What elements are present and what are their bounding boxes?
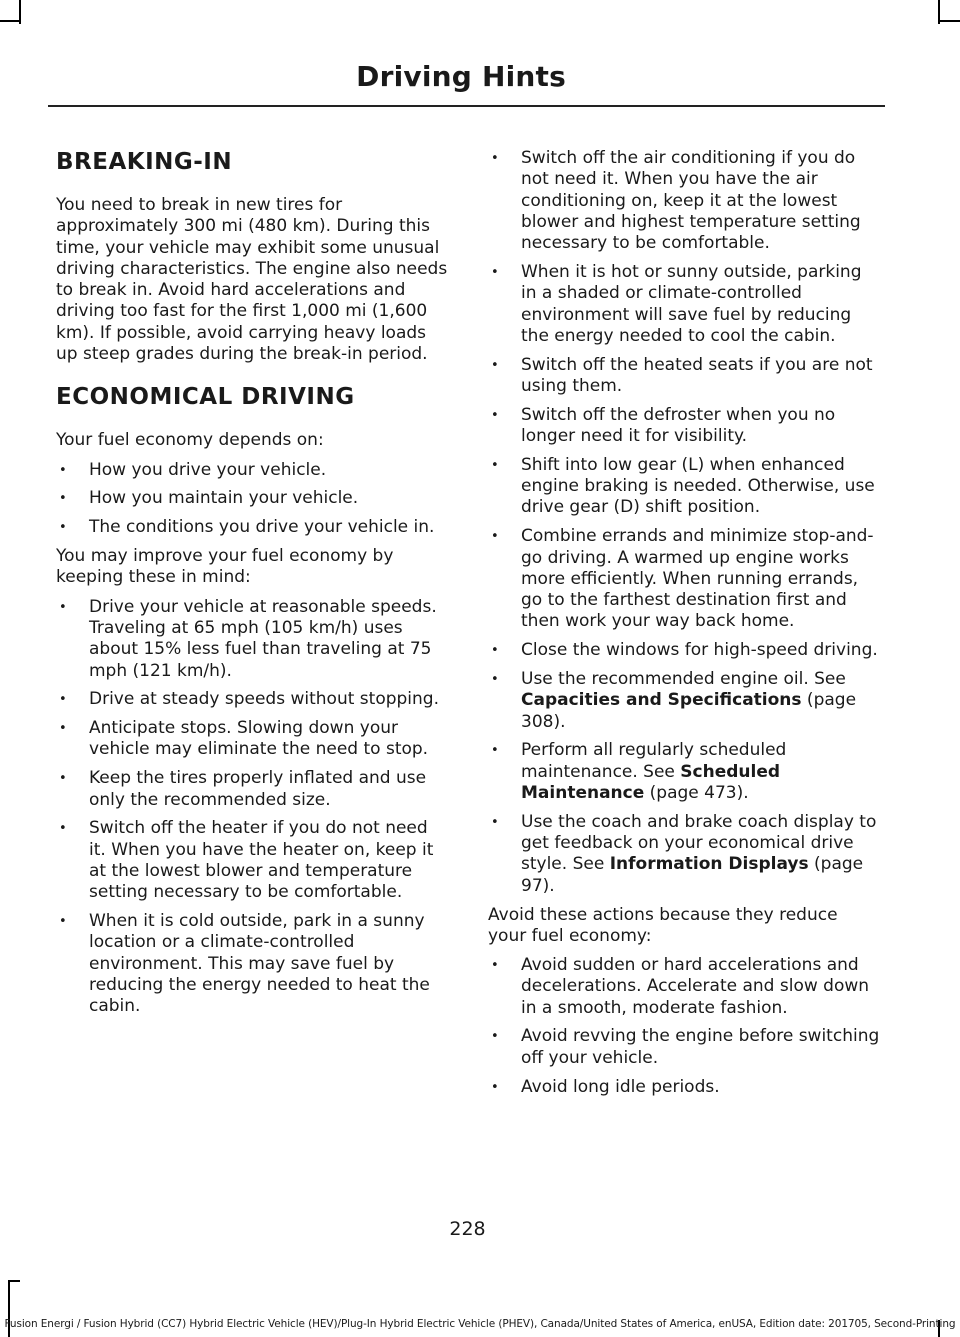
scheduled-maintenance-link[interactable]: Scheduled Maintenance bbox=[521, 761, 781, 804]
bullet-icon: • bbox=[59, 821, 67, 837]
bullet-icon: • bbox=[59, 692, 67, 708]
information-displays-link[interactable]: Information Displays bbox=[609, 854, 809, 875]
list-item: • Use the coach and brake coach display to get feedback on your economical drive style. See Information Displays (page 97). bbox=[491, 811, 877, 896]
crop-mark bbox=[938, 20, 960, 22]
list-item: • Avoid revving the engine before switching off your vehicle. bbox=[491, 1026, 880, 1068]
bullet-icon: • bbox=[491, 357, 499, 373]
page-number: 228 bbox=[449, 1218, 486, 1240]
bullet-icon: • bbox=[491, 151, 499, 166]
list-item: • Switch off the defroster when you no longer need it for visibility. bbox=[491, 404, 836, 447]
list-item: • Anticipate stops. Slowing down your vehicle may eliminate the need to stop. bbox=[59, 718, 429, 760]
bullet-icon: • bbox=[491, 1029, 499, 1045]
bullet-icon: • bbox=[59, 599, 67, 615]
list-item: • Avoid sudden or hard accelerations and decelerations. Accelerate and slow down in a smooth, moderate fashion. bbox=[491, 955, 870, 1018]
list-item: • Drive at steady speeds without stopping. bbox=[59, 689, 439, 710]
page-header-title: Driving Hints bbox=[356, 60, 566, 93]
header-divider bbox=[48, 105, 885, 107]
bullet-icon: • bbox=[59, 914, 67, 930]
economy-depends-intro: Your fuel economy depends on: bbox=[56, 430, 324, 451]
bullet-icon: • bbox=[59, 721, 67, 737]
tips-list bbox=[488, 148, 880, 897]
improve-list bbox=[56, 597, 448, 1018]
bullet-icon: • bbox=[491, 672, 499, 688]
crop-mark bbox=[8, 1280, 20, 1282]
capacities-specifications-link[interactable]: Capacities and Specifications bbox=[521, 690, 802, 711]
list-item: • How you drive your vehicle. bbox=[59, 459, 327, 480]
list-item: • When it is cold outside, park in a sunny location or a climate-controlled environment. This may save fuel by reducing the energy needed to heat the cabin. bbox=[59, 911, 430, 1017]
avoid-intro: Avoid these actions because they reduce your fuel economy: bbox=[488, 904, 838, 946]
bullet-icon: • bbox=[491, 457, 499, 473]
list-item: • Switch off the heated seats if you are not using them. bbox=[491, 354, 873, 396]
bullet-icon: • bbox=[59, 462, 67, 478]
list-item: • Drive your vehicle at reasonable speeds. Traveling at 65 mph (105 km/h) uses about 15% less fuel than traveling at 75 mph (121 km/h). bbox=[59, 596, 437, 681]
list-item: • The conditions you drive your vehicle in. bbox=[59, 517, 435, 538]
breaking-in-paragraph: You need to break in new tires for approximately 300 mi (480 km). During this time, your vehicle may exhibit some unusual driving characteristics. The engine also needs to break in. Avoid hard accelerations and driving too fast for the first 1,000 mi (1,600 km). If possible, avoid carrying heavy loads up steep grades during the break-in period. bbox=[56, 195, 448, 365]
avoid-list bbox=[488, 955, 880, 1098]
list-item: • How you maintain your vehicle. bbox=[59, 488, 359, 509]
bullet-icon: • bbox=[59, 491, 67, 507]
economical-driving-heading: ECONOMICAL DRIVING bbox=[56, 384, 355, 411]
bullet-icon: • bbox=[491, 643, 499, 659]
list-item: • Perform all regularly scheduled maintenance. See Scheduled Maintenance (page 473). bbox=[491, 740, 787, 804]
bullet-icon: • bbox=[491, 743, 499, 759]
crop-mark bbox=[0, 20, 20, 22]
bullet-icon: • bbox=[491, 264, 499, 280]
list-item: • Close the windows for high-speed driving. bbox=[491, 640, 878, 661]
list-item: • Switch off the air conditioning if you do not need it. When you have the air conditioning on, keep it at the lowest blower and highest temperature setting necessary to be comfortable. bbox=[491, 148, 861, 254]
bullet-icon: • bbox=[491, 958, 499, 974]
list-item: • Keep the tires properly inflated and use only the recommended size. bbox=[59, 768, 427, 810]
bullet-icon: • bbox=[491, 1079, 499, 1095]
bullet-icon: • bbox=[491, 407, 499, 423]
bullet-icon: • bbox=[59, 771, 67, 787]
depends-list bbox=[56, 460, 448, 539]
list-item: • Shift into low gear (L) when enhanced engine braking is needed. Otherwise, use drive gear (D) shift position. bbox=[491, 454, 875, 518]
bullet-icon: • bbox=[491, 814, 499, 830]
left-column bbox=[56, 146, 448, 1025]
list-item: • Avoid long idle periods. bbox=[491, 1076, 720, 1097]
list-item: • Switch off the heater if you do not need it. When you have the heater on, keep it at the lowest blower and temperature setting necessary to be comfortable. bbox=[59, 818, 434, 903]
footer-text: Fusion Energi / Fusion Hybrid (CC7) Hybrid Electric Vehicle (HEV)/Plug-In Hybrid Electric Vehicle (PHEV), Canada/United States of America, enUSA, Edition date: 201705, Second-Printing bbox=[4, 1318, 956, 1330]
bullet-icon: • bbox=[491, 529, 499, 545]
breaking-in-heading: BREAKING-IN bbox=[56, 149, 233, 175]
improve-intro: You may improve your fuel economy by keeping these in mind: bbox=[56, 546, 394, 588]
bullet-icon: • bbox=[59, 520, 67, 536]
list-item: • When it is hot or sunny outside, parking in a shaded or climate-controlled environment will save fuel by reducing the energy needed to cool the cabin. bbox=[491, 261, 862, 346]
list-item: • Combine errands and minimize stop-and-go driving. A warmed up engine works more efficiently. When running errands, go to the farthest destination first and then work your way back home. bbox=[491, 526, 874, 632]
right-column bbox=[488, 148, 880, 1105]
list-item: • Use the recommended engine oil. See Capacities and Specifications (page 308). bbox=[491, 669, 857, 732]
